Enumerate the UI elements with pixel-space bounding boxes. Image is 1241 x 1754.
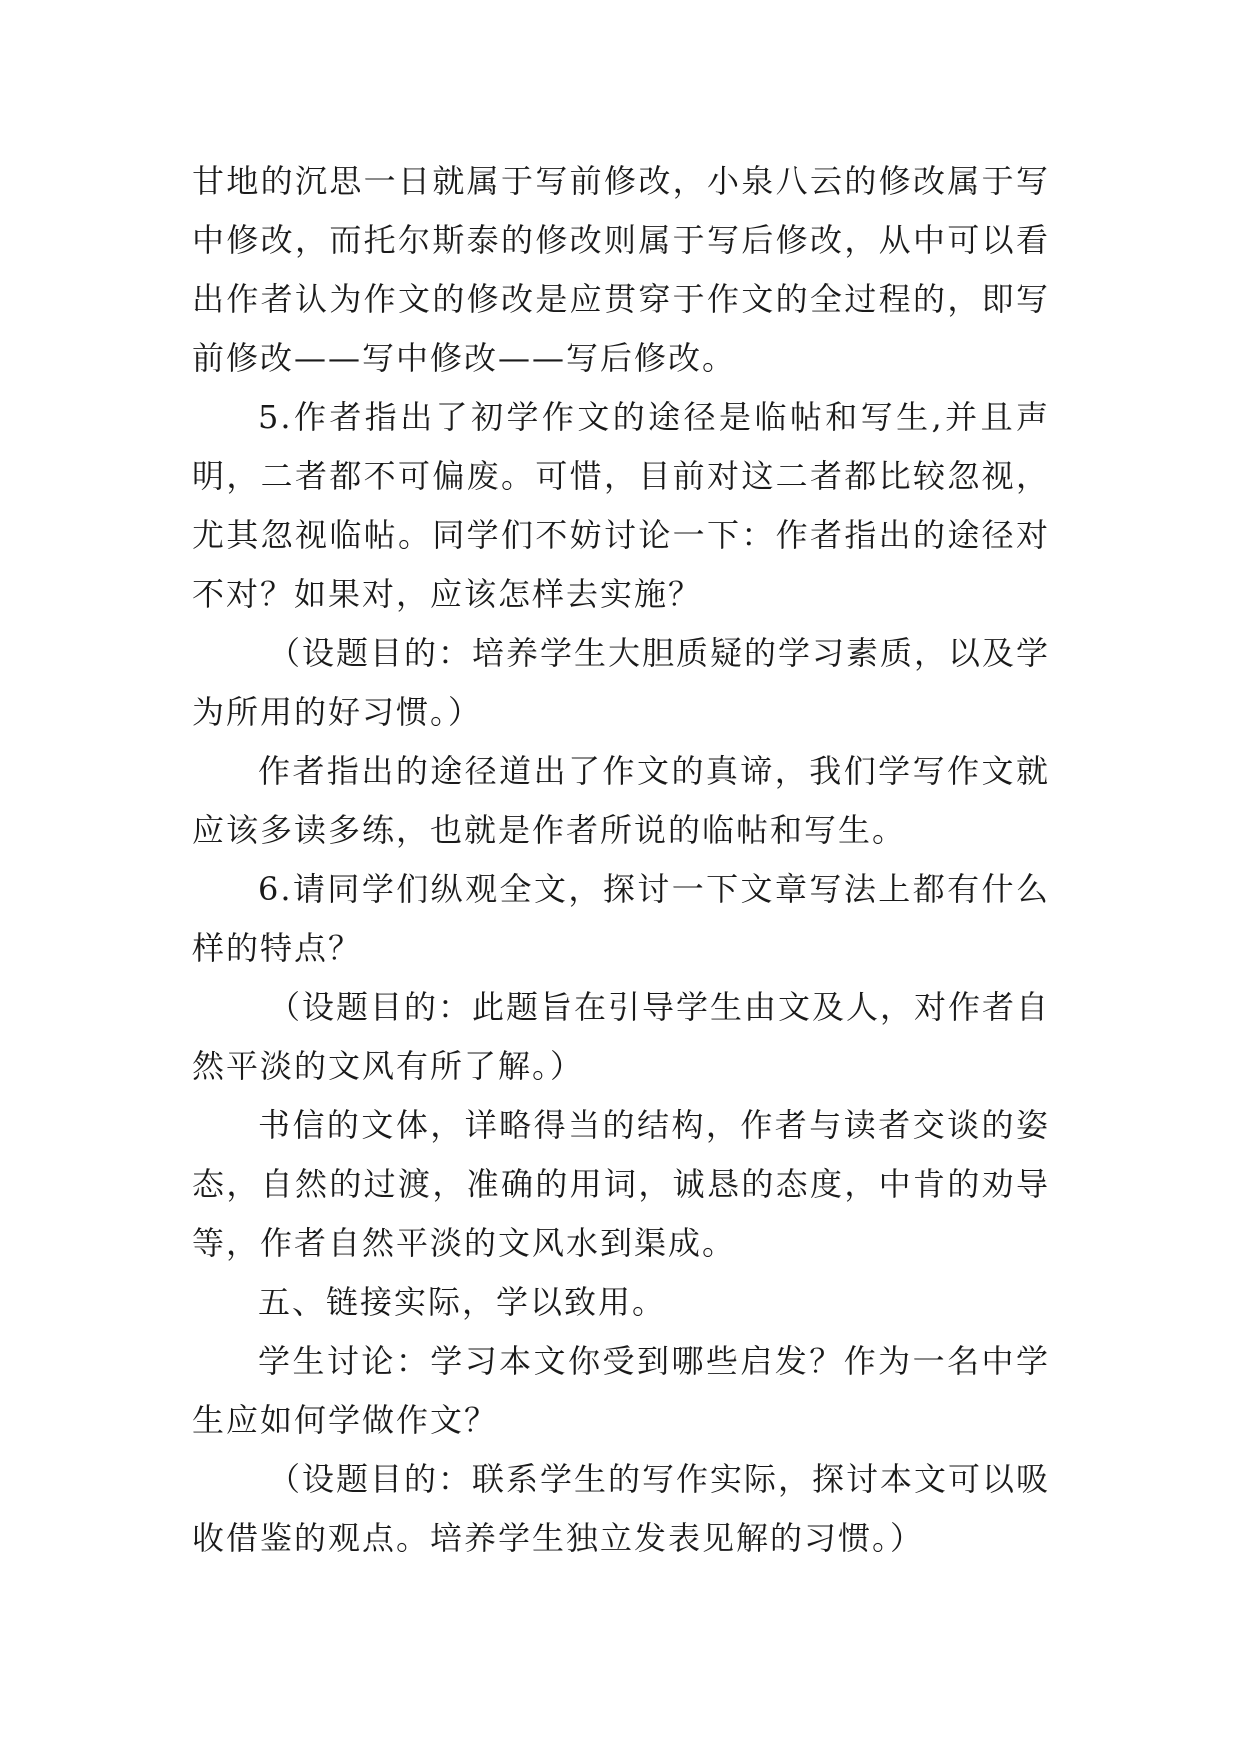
paragraph-question-5: 5.作者指出了初学作文的途径是临帖和写生,并且声明，二者都不可偏废。可惜，目前对这二者都比较忽视，尤其忽视临帖。同学们不妨讨论一下：作者指出的途径对不对？如果对，应该怎样去实施？	[192, 398, 1050, 613]
section-heading-five: 五、链接实际，学以致用。	[258, 1283, 667, 1321]
paragraph-design-purpose-5: （设题目的：培养学生大胆质疑的学习素质，以及学为所用的好习惯。）	[192, 634, 1051, 731]
paragraph-question-6: 6.请同学们纵观全文，探讨一下文章写法上都有什么样的特点？	[192, 870, 1050, 967]
paragraph-answer-6: 书信的文体，详略得当的结构，作者与读者交谈的姿态，自然的过渡，准确的用词，诚恳的态度，中肯的劝导等，作者自然平淡的文风水到渠成。	[192, 1106, 1050, 1262]
paragraph-student-discussion: 学生讨论：学习本文你受到哪些启发？作为一名中学生应如何学做作文？	[192, 1342, 1050, 1439]
paragraph-design-purpose-6: （设题目的：此题旨在引导学生由文及人，对作者自然平淡的文风有所了解。）	[192, 988, 1051, 1085]
paragraph-answer-5: 作者指出的途径道出了作文的真谛，我们学写作文就应该多读多练，也就是作者所说的临帖和写生。	[192, 752, 1050, 849]
paragraph-design-purpose-discussion: （设题目的：联系学生的写作实际，探讨本文可以吸收借鉴的观点。培养学生独立发表见解的习惯。）	[192, 1460, 1051, 1557]
paragraph-revision-summary: 甘地的沉思一日就属于写前修改，小泉八云的修改属于写中修改，而托尔斯泰的修改则属于写后修改，从中可以看出作者认为作文的修改是应贯穿于作文的全过程的，即写前修改——写中修改——写后修改。	[192, 162, 1050, 377]
document-body	[192, 152, 1050, 1568]
